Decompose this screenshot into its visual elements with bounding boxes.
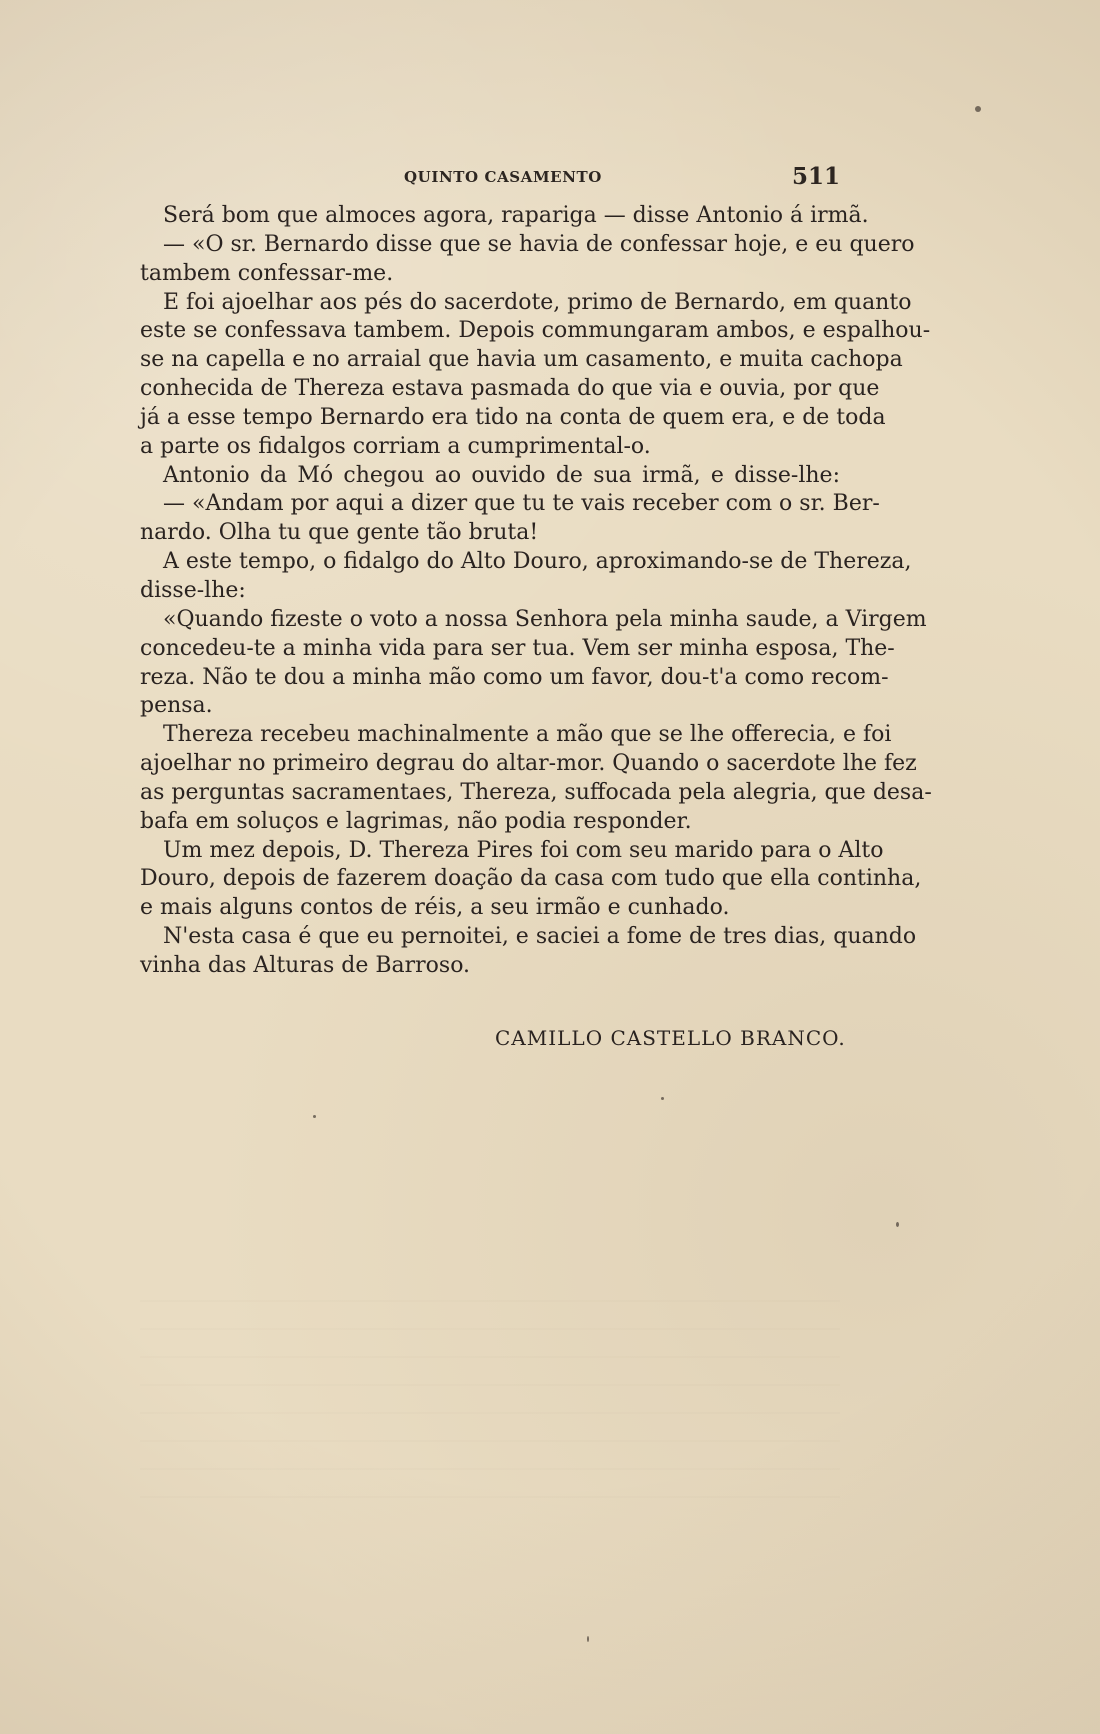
text-line: concedeu-te a minha vida para ser tua. Vem ser minha esposa, The- — [140, 635, 895, 661]
text-line: — «Andam por aqui a dizer que tu te vais receber com o sr. Ber- — [163, 491, 880, 517]
ink-speck — [313, 1115, 316, 1118]
text-line: «Quando fizeste o voto a nossa Senhora pela minha saude, a Virgem — [163, 606, 927, 632]
text-line: A este tempo, o fidalgo do Alto Douro, aproximando-se de Thereza, — [163, 549, 912, 575]
text-line: e mais alguns contos de réis, a seu irmão e cunhado. — [140, 895, 730, 921]
author-signature: CAMILLO CASTELLO BRANCO. — [495, 1026, 846, 1050]
text-line: E foi ajoelhar aos pés do sacerdote, primo de Bernardo, em quanto — [163, 289, 912, 315]
text-line: Thereza recebeu machinalmente a mão que se lhe offerecia, e foi — [163, 722, 892, 748]
text-line: este se confessava tambem. Depois commungaram ambos, e espalhou- — [140, 318, 931, 344]
text-line: N'esta casa é que eu pernoitei, e saciei a fome de tres dias, quando — [163, 924, 917, 950]
page-number: 511 — [791, 163, 840, 190]
text-line: Um mez depois, D. Thereza Pires foi com seu marido para o Alto — [163, 837, 884, 863]
ink-speck — [896, 1222, 899, 1227]
text-line: pensa. — [140, 693, 213, 719]
text-line: bafa em soluços e lagrimas, não podia responder. — [140, 808, 692, 834]
ink-speck — [587, 1636, 589, 1642]
bleed-through-text — [140, 1300, 840, 1500]
text-line: — «O sr. Bernardo disse que se havia de confessar hoje, e eu quero — [163, 231, 915, 257]
ink-speck — [661, 1097, 664, 1100]
text-line: a parte os fidalgos corriam a cumprimental-o. — [140, 433, 651, 459]
page-header — [140, 164, 840, 192]
running-title: QUINTO CASAMENTO — [404, 168, 602, 186]
text-line: Douro, depois de fazerem doação da casa com tudo que ella continha, — [140, 866, 922, 892]
ink-speck — [975, 106, 981, 112]
text-line: se na capella e no arraial que havia um casamento, e muita cachopa — [140, 347, 903, 373]
text-line: as perguntas sacramentaes, Thereza, suffocada pela alegria, que desa- — [140, 779, 932, 805]
text-line: já a esse tempo Bernardo era tido na conta de quem era, e de toda — [140, 404, 886, 430]
text-line: vinha das Alturas de Barroso. — [140, 952, 471, 978]
text-line: ajoelhar no primeiro degrau do altar-mor. Quando o sacerdote lhe fez — [140, 751, 917, 777]
text-line: Antonio da Mó chegou ao ouvido de sua irmã, e disse-lhe: — [163, 462, 840, 488]
text-line: conhecida de Thereza estava pasmada do que via e ouvia, por que — [140, 376, 880, 402]
text-line: disse-lhe: — [140, 577, 246, 603]
body-text — [140, 202, 932, 981]
text-line: nardo. Olha tu que gente tão bruta! — [140, 520, 539, 546]
text-line: reza. Não te dou a minha mão como um favor, dou-t'a como recom- — [140, 664, 889, 690]
text-line: tambem confessar-me. — [140, 260, 394, 286]
text-line: Será bom que almoces agora, rapariga — disse Antonio á irmã. — [163, 203, 869, 228]
